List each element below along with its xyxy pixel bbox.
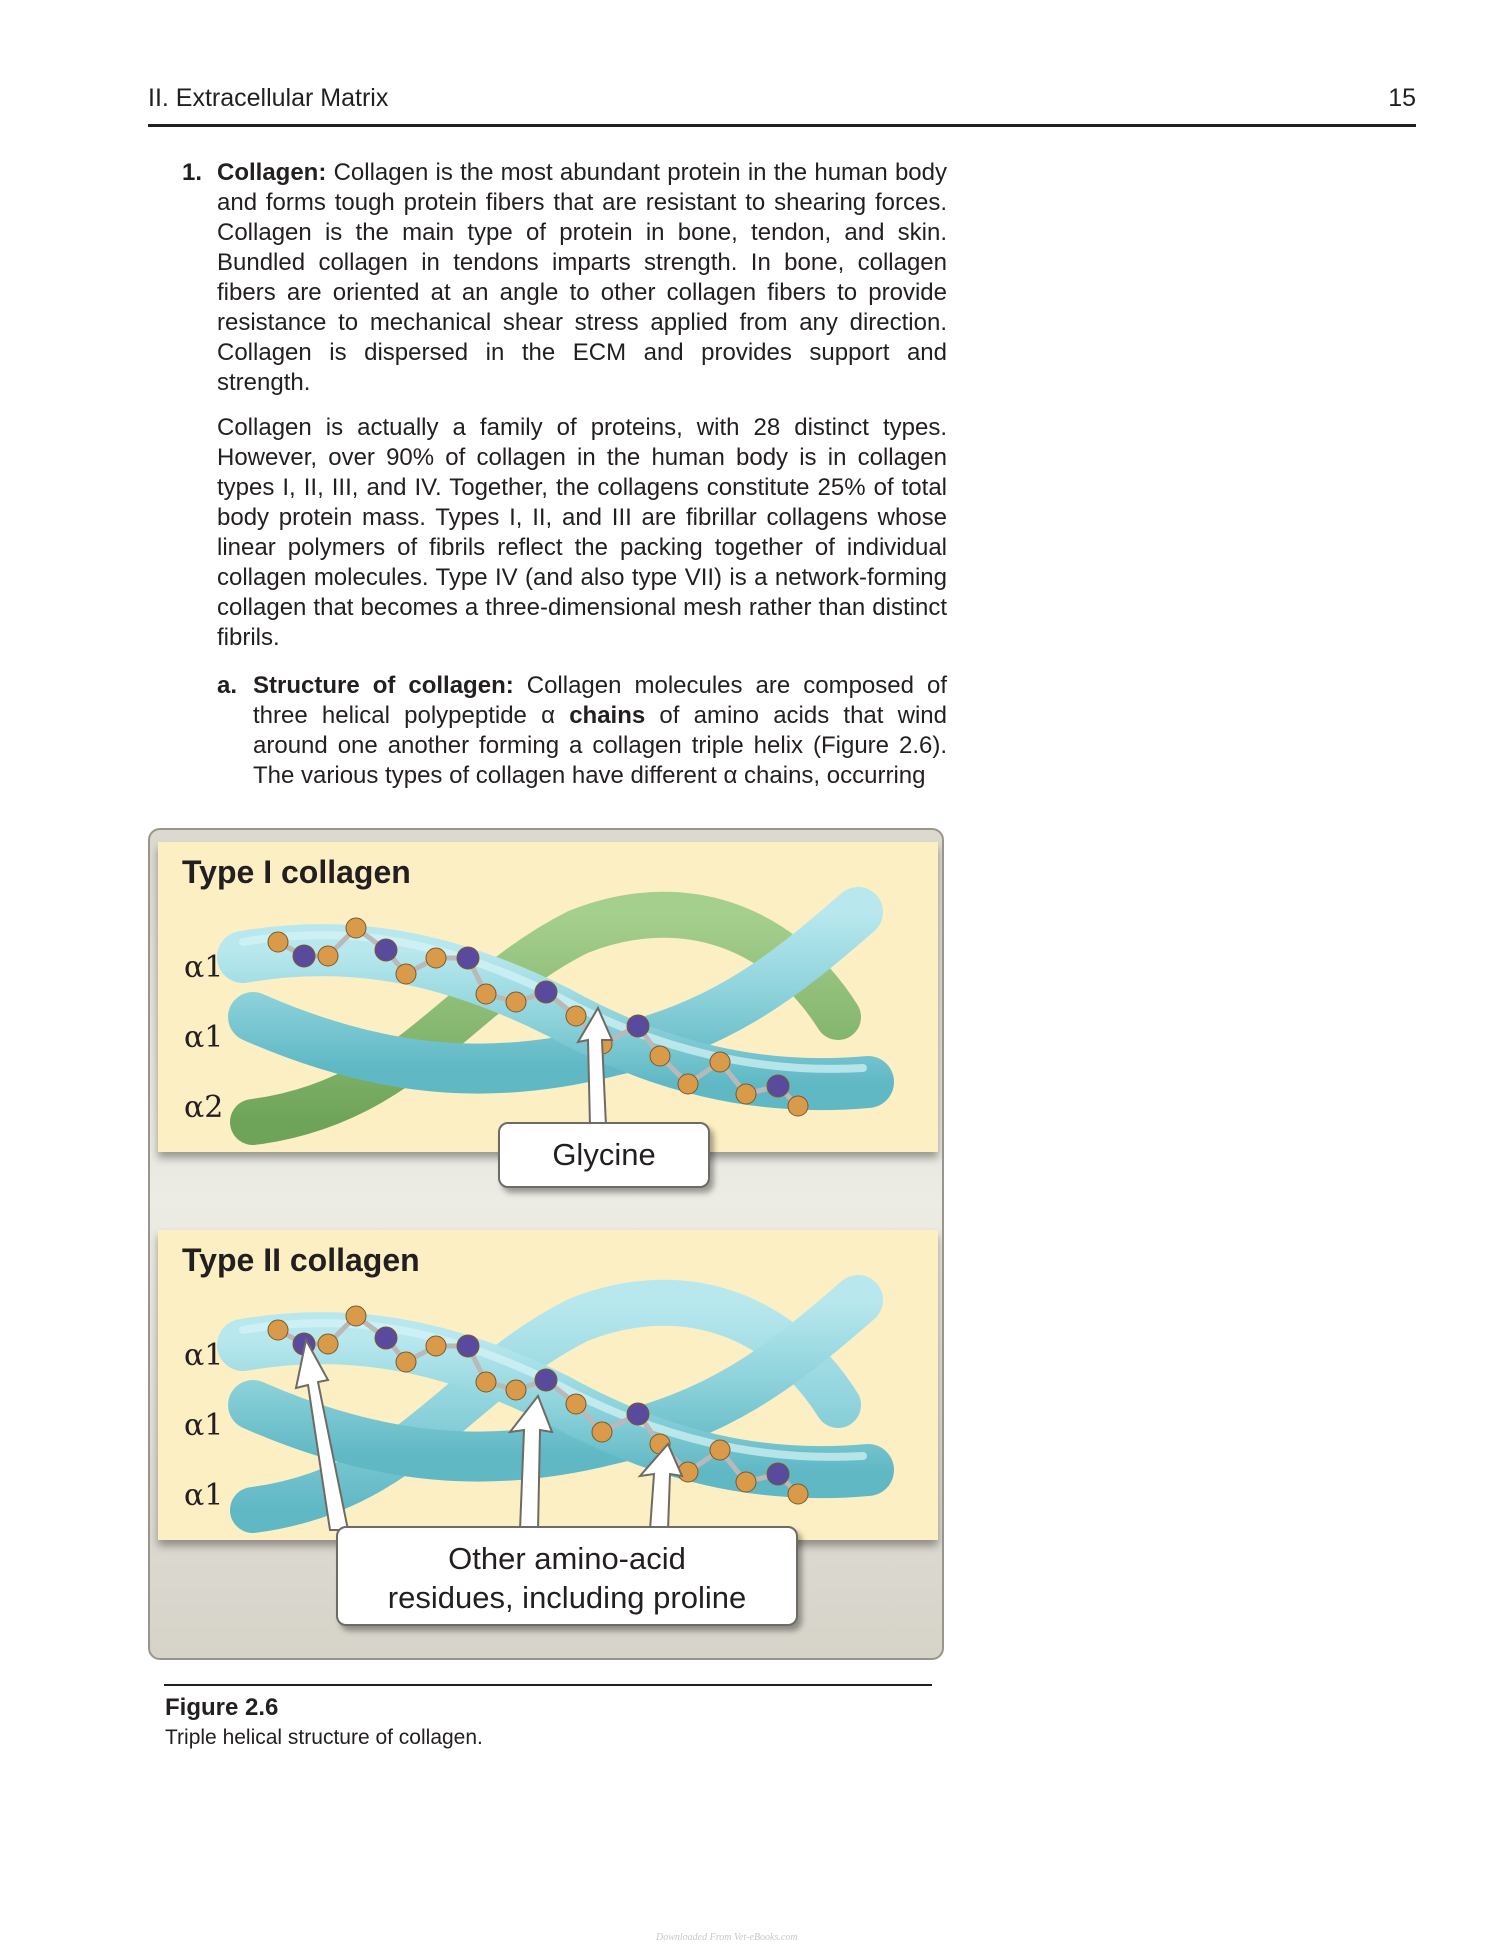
residue-arrow (640, 1444, 682, 1530)
list-item-collagen (182, 158, 947, 398)
figure-label: Figure 2.6 (165, 1694, 279, 1721)
panel-title: Type II collagen (182, 1242, 420, 1278)
chain-label: α2 (184, 1090, 224, 1125)
chain-label: α1 (184, 1408, 224, 1443)
item-heading: Collagen: (217, 159, 327, 186)
chain-label: α1 (184, 1478, 224, 1513)
item-body: Collagen is the most abundant protein in the human body and forms tough protein fibers that are resistant to shearing forces. Collagen is the main type of protein in bone, tendon, and skin. Bundled collagen in tendons imparts strength. In bone, collagen fibers are oriented at an angle to other collagen fibers to provide resistance to mechanical shear stress applied from any direction. Collagen is dispersed in the ECM and provides support and strength. (217, 159, 947, 396)
item-body-end: of amino acids that wind around one another forming a collagen triple helix (Figure 2.6). The various types of collagen have different α chains, occurring (253, 702, 948, 789)
page-number: 15 (1388, 84, 1416, 112)
callout-other-residues (336, 1526, 798, 1626)
item-heading: Structure of collagen: (253, 672, 514, 699)
item-text (217, 158, 947, 398)
item-body-start: Collagen molecules are composed of three helical polypeptide α (253, 672, 947, 729)
item-number: 1. (182, 159, 203, 186)
figure-rule (164, 1684, 932, 1686)
chain-label: α1 (184, 1020, 224, 1055)
panel-title: Type I collagen (182, 854, 411, 890)
body-text (182, 158, 947, 791)
glycine-arrow (578, 1008, 612, 1126)
item-letter: a. (217, 672, 238, 699)
callout-glycine: Glycine (498, 1122, 710, 1188)
paragraph-collagen-family: Collagen is actually a family of proteins, with 28 distinct types. However, over 90% of collagen in the human body is in collagen types I, II, III, and IV. Together, the collagens constitute 25% of total body protein mass. Types I, II, and III are fibrillar collagens whose linear polymers of fibrils reflect the packing together of individual collagen molecules. Type IV (and also type VII) is a network-forming collagen that becomes a three-dimensional mesh rather than distinct fibrils. (217, 414, 947, 651)
callout-line: Other amino-acid (448, 1541, 686, 1576)
list-item-structure (217, 671, 947, 791)
figure-caption: Triple helical structure of collagen. (165, 1726, 483, 1749)
chain-label: α1 (184, 950, 224, 985)
item-bold-word: chains (569, 702, 646, 729)
chain-label: α1 (184, 1338, 224, 1373)
residue-arrow (296, 1340, 348, 1530)
callout-line: residues, including proline (387, 1580, 747, 1615)
chapter-title: II. Extracellular Matrix (148, 84, 389, 112)
watermark: Downloaded From Vet-eBooks.com (656, 1932, 798, 1943)
item-text (253, 671, 947, 791)
residue-arrow (510, 1396, 552, 1530)
running-header (148, 80, 1416, 127)
figure-collagen (148, 828, 944, 1660)
